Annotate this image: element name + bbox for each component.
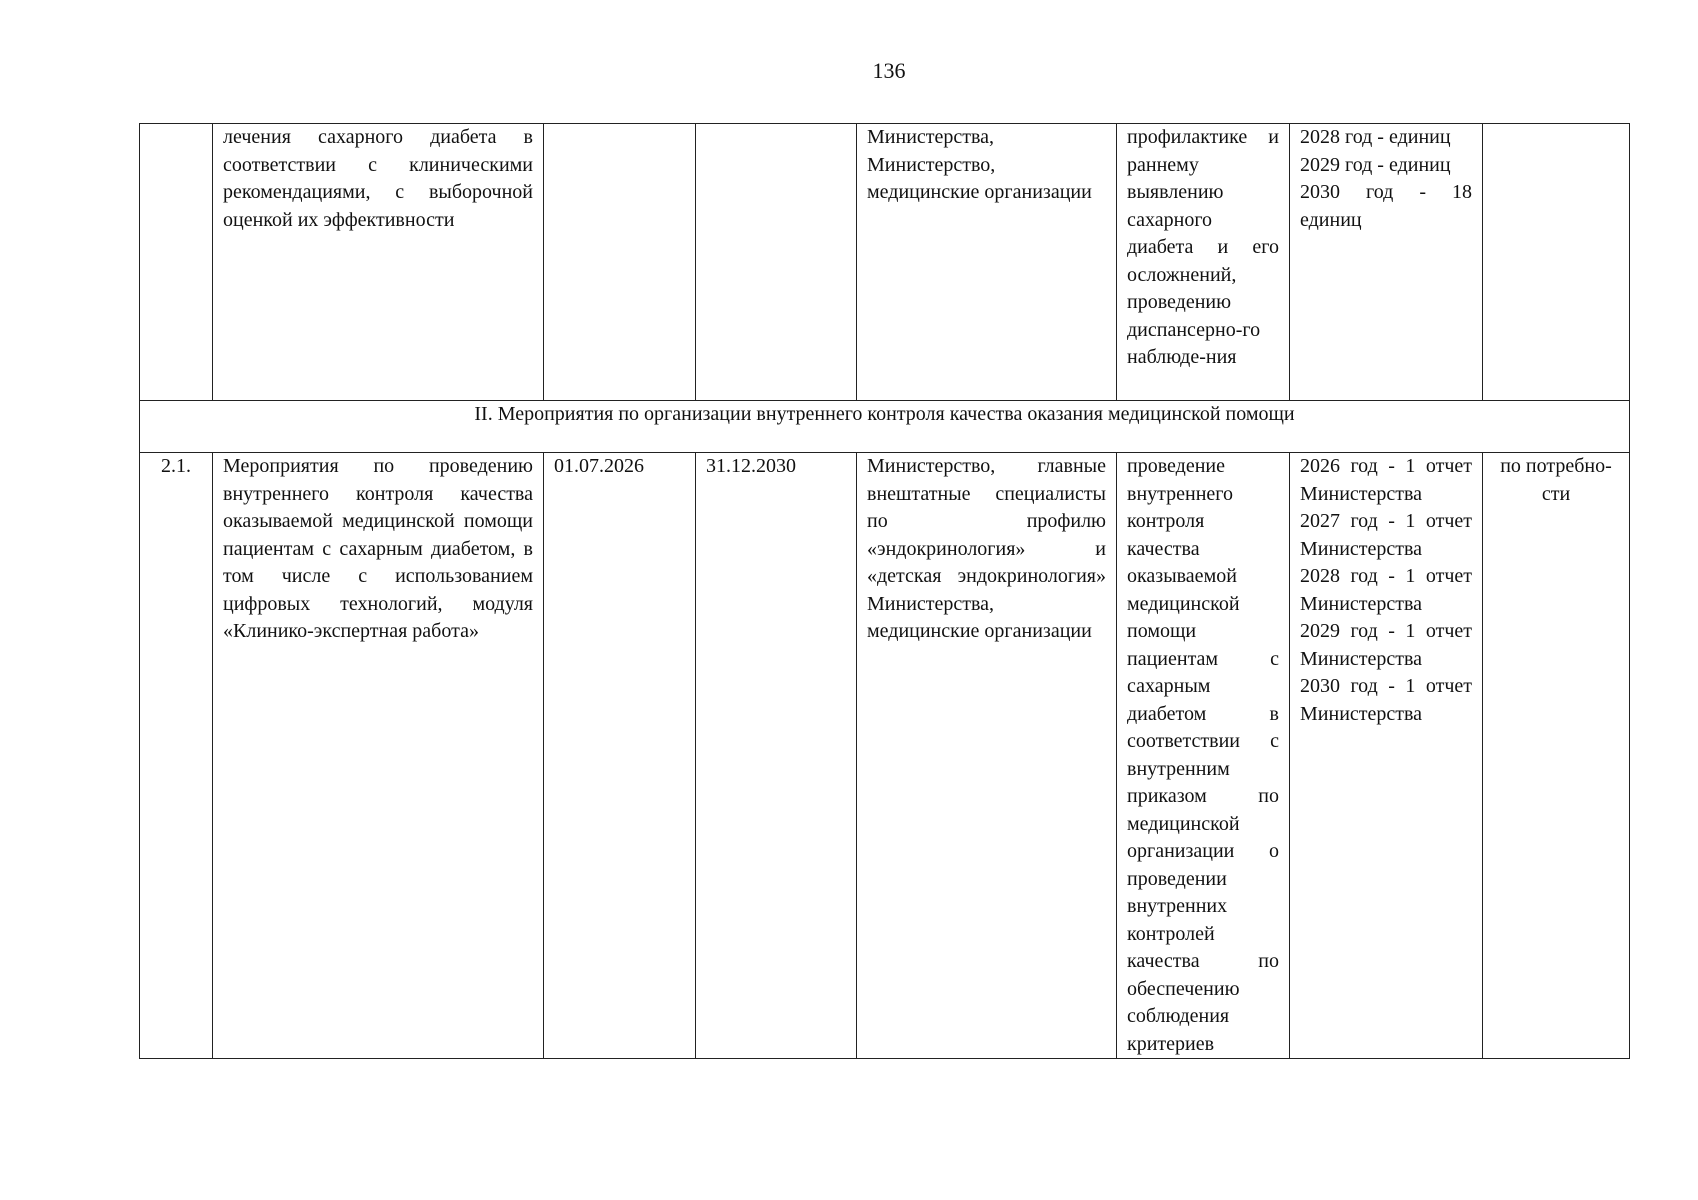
- cell-start-date: 01.07.2026: [544, 453, 696, 1059]
- indicator-line: 2027 год - 1 отчет Министерства: [1300, 510, 1472, 560]
- cell-end-date: 31.12.2030: [696, 453, 857, 1059]
- cell-source: по потребно-сти: [1483, 453, 1630, 1059]
- indicator-line: 2029 год - 1 отчет Министерства: [1300, 620, 1472, 670]
- cell-source: [1483, 124, 1630, 401]
- cell-start-date: [544, 124, 696, 401]
- cell-measure-name: Мероприятия по проведению внутреннего контроля качества оказываемой медицинской помощи пациентам с сахарным диабетом, в том числе с использованием цифровых технологий, модуля «Клинико-экспертная работа»: [213, 453, 544, 1059]
- section-heading: II. Мероприятия по организации внутреннего контроля качества оказания медицинской помощи: [140, 401, 1630, 453]
- table-row-continued: [140, 124, 1630, 401]
- section-heading-row: [140, 401, 1630, 453]
- cell-number: [140, 124, 213, 401]
- cell-result: профилактике и раннему выявлению сахарного диабета и его осложнений, проведению диспансерно-го наблюде-ния: [1117, 124, 1290, 401]
- page-number: 136: [872, 58, 906, 83]
- table-row-2-1: [140, 453, 1630, 1059]
- cell-result: проведение внутреннего контроля качества оказываемой медицинской помощи пациентам с сахарным диабетом в соответствии с внутренним приказом по медицинской организации о проведении внутренних контролей качества по обеспечению соблюдения критериев: [1117, 453, 1290, 1059]
- indicator-line: 2030 год - 18 единиц: [1300, 181, 1472, 231]
- indicator-line: 2030 год - 1 отчет Министерства: [1300, 675, 1472, 725]
- cell-number: 2.1.: [140, 453, 213, 1059]
- indicator-line: 2029 год - единиц: [1300, 153, 1451, 176]
- cell-end-date: [696, 124, 857, 401]
- indicator-line: 2028 год - единиц: [1300, 126, 1451, 148]
- cell-responsible: Министерство, главные внештатные специалисты по профилю «эндокринология» и «детская эндокринология» Министерства, медицинские организации: [857, 453, 1117, 1059]
- measures-table: [139, 123, 1630, 1059]
- cell-measure-name: лечения сахарного диабета в соответствии с клиническими рекомендациями, с выборочной оценкой их эффективности: [213, 124, 544, 401]
- indicator-line: 2026 год - 1 отчет Министерства: [1300, 455, 1472, 505]
- indicator-line: 2028 год - 1 отчет Министерства: [1300, 565, 1472, 615]
- cell-indicator: [1290, 453, 1483, 1059]
- cell-indicator: [1290, 124, 1483, 401]
- cell-responsible: Министерства, Министерство, медицинские организации: [857, 124, 1117, 401]
